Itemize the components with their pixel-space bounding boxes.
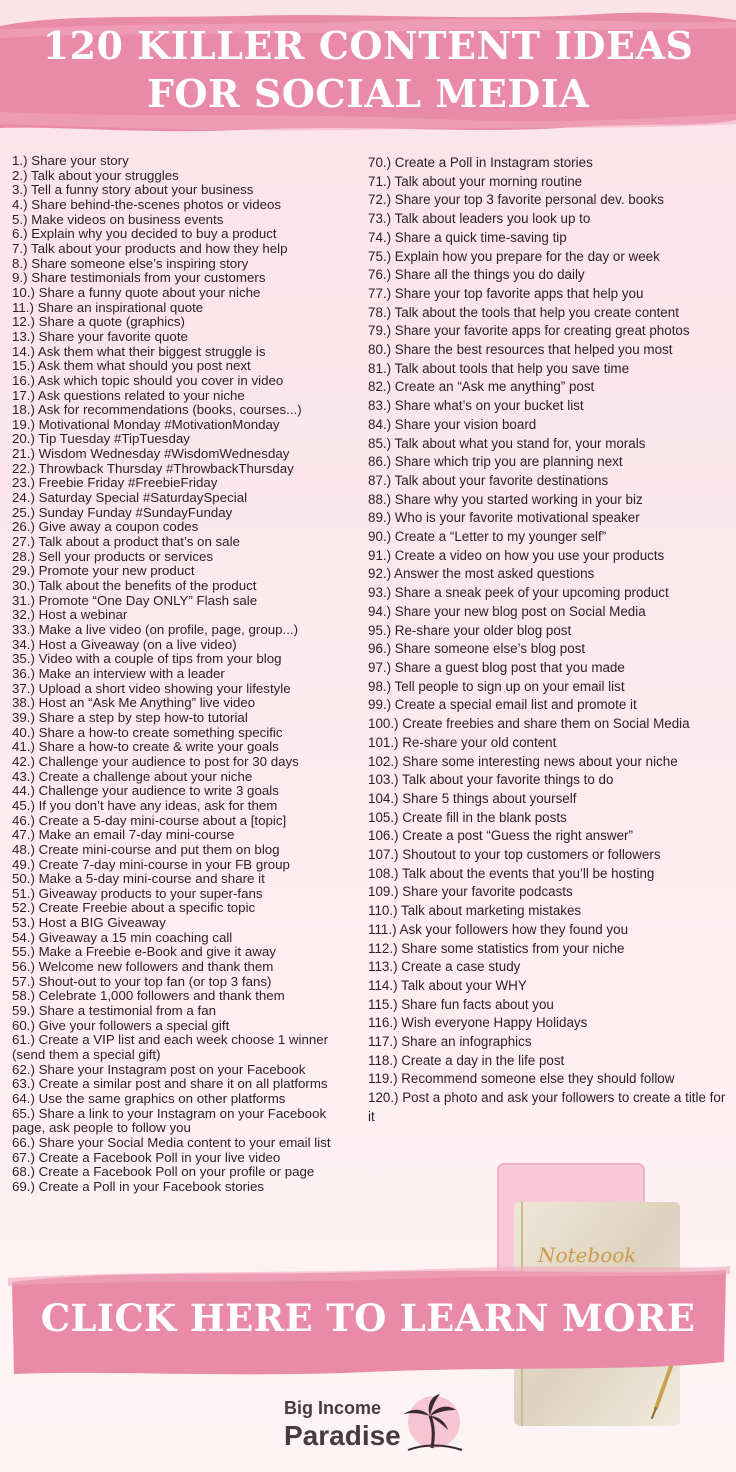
title-line-2: FOR SOCIAL MEDIA [146,71,590,116]
title-line-1: 120 KILLER CONTENT IDEAS [42,23,694,68]
ideas-list-left [12,154,362,1195]
idea-item: 63.) Create a similar post and share it on all platforms [12,1076,328,1092]
idea-item: 51.) Giveaway products to your super-fans [12,885,263,901]
idea-item: 86.) Share which trip you are planning next [368,454,623,470]
idea-item: 98.) Tell people to sign up on your email list [368,678,625,694]
idea-item: 105.) Create fill in the blank posts [368,809,567,825]
idea-item: 40.) Share a how-to create something specific [12,724,283,740]
idea-item: 93.) Share a sneak peek of your upcoming product [368,585,669,601]
idea-item: 112.) Share some statistics from your niche [368,940,625,956]
ideas-list-right [368,154,730,1127]
idea-item: 82.) Create an “Ask me anything” post [368,379,595,395]
idea-item: 10.) Share a funny quote about your niche [12,284,261,300]
idea-item: 24.) Saturday Special #SaturdaySpecial [12,490,248,506]
idea-item: 22.) Throwback Thursday #ThrowbackThursday [12,460,294,476]
idea-item: 38.) Host an “Ask Me Anything” live video [12,695,256,711]
idea-item: 48.) Create mini-course and put them on blog [12,841,280,857]
idea-item: 109.) Share your favorite podcasts [368,884,573,900]
idea-item: 71.) Talk about your morning routine [368,173,583,189]
idea-item: 75.) Explain how you prepare for the day or week [368,248,660,264]
idea-item: 13.) Share your favorite quote [12,328,188,344]
idea-item: 2.) Talk about your struggles [12,167,179,183]
idea-item: 18.) Ask for recommendations (books, courses...) [12,402,302,418]
idea-item: 100.) Create freebies and share them on Social Media [368,716,690,732]
idea-item: 31.) Promote “One Day ONLY” Flash sale [12,592,258,608]
idea-item: 96.) Share someone else’s blog post [368,641,586,657]
idea-item: 66.) Share your Social Media content to your email list [12,1134,331,1150]
idea-item: 55.) Make a Freebie e-Book and give it away [12,944,276,960]
idea-item: 114.) Talk about your WHY [368,977,527,993]
idea-item: 62.) Share your Instagram post on your Facebook [12,1061,306,1077]
idea-item: 113.) Create a case study [368,959,521,975]
idea-item: 95.) Re-share your older blog post [368,622,572,638]
idea-item: 37.) Upload a short video showing your lifestyle [12,680,291,696]
idea-item: 11.) Share an inspirational quote [12,299,204,315]
brand-name-line-1: Big Income [284,1398,382,1418]
idea-item: 33.) Make a live video (on profile, page, group...) [12,622,299,637]
idea-item: 65.) Share a link to your Instagram on your Facebook page, ask people to follow you [12,1105,327,1136]
idea-item: 34.) Host a Giveaway (on a live video) [12,636,237,652]
idea-item: 117.) Share an infographics [368,1034,532,1050]
idea-item: 4.) Share behind-the-scenes photos or videos [12,196,282,212]
idea-item: 8.) Share someone else’s inspiring story [12,255,249,271]
idea-item: 59.) Share a testimonial from a fan [12,1003,216,1019]
learn-more-button[interactable]: CLICK HERE TO LEARN MORE [40,1296,696,1340]
idea-item: 43.) Create a challenge about your niche [12,768,253,784]
idea-item: 35.) Video with a couple of tips from your blog [12,651,282,667]
idea-item: 5.) Make videos on business events [12,211,224,227]
idea-item: 102.) Share some interesting news about your niche [368,753,678,769]
idea-item: 81.) Talk about tools that help you save time [368,360,630,376]
idea-item: 36.) Make an interview with a leader [12,665,225,681]
idea-item: 101.) Re-share your old content [368,734,557,750]
idea-item: 32.) Host a webinar [12,607,128,623]
idea-item: 42.) Challenge your audience to post for 30 days [12,753,299,769]
idea-item: 17.) Ask questions related to your niche [12,387,245,403]
palm-tree-icon [394,1392,468,1458]
idea-item: 3.) Tell a funny story about your business [12,182,254,198]
idea-item: 49.) Create 7-day mini-course in your FB group [12,856,290,872]
idea-item: 119.) Recommend someone else they should follow [368,1071,675,1087]
idea-item: 58.) Celebrate 1,000 followers and thank them [12,988,285,1004]
idea-item: 84.) Share your vision board [368,416,537,432]
idea-item: 85.) Talk about what you stand for, your morals [368,435,646,451]
notebook-label: Notebook [538,1243,637,1267]
idea-item: 44.) Challenge your audience to write 3 goals [12,783,279,799]
idea-item: 64.) Use the same graphics on other platforms [12,1091,286,1106]
idea-item: 15.) Ask them what should you post next [12,358,251,374]
idea-item: 111.) Ask your followers how they found you [368,921,629,937]
idea-item: 21.) Wisdom Wednesday #WisdomWednesday [12,446,290,462]
idea-item: 78.) Talk about the tools that help you create content [368,304,679,320]
page-title [0,22,736,118]
idea-item: 104.) Share 5 things about yourself [368,790,577,806]
idea-item: 6.) Explain why you decided to buy a product [12,226,277,242]
idea-item: 60.) Give your followers a special gift [12,1017,230,1033]
idea-item: 115.) Share fun facts about you [368,996,554,1012]
idea-item: 56.) Welcome new followers and thank them [12,959,274,975]
idea-item: 46.) Create a 5-day mini-course about a [topic] [12,812,287,828]
idea-item: 57.) Shout-out to your top fan (or top 3 fans) [12,973,272,989]
idea-item: 28.) Sell your products or services [12,548,214,564]
idea-item: 99.) Create a special email list and promote it [368,697,637,713]
idea-item: 88.) Share why you started working in your biz [368,491,643,507]
idea-item: 73.) Talk about leaders you look up to [368,211,591,227]
idea-item: 87.) Talk about your favorite destinations [368,472,609,488]
idea-item: 89.) Who is your favorite motivational speaker [368,510,640,526]
idea-item: 26.) Give away a coupon codes [12,519,199,535]
idea-item: 67.) Create a Facebook Poll in your live video [12,1149,281,1165]
idea-item: 27.) Talk about a product that’s on sale [12,534,240,550]
brand-name-line-2: Paradise [284,1420,401,1451]
idea-item: 103.) Talk about your favorite things to do [368,772,614,788]
idea-item: 9.) Share testimonials from your customers [12,270,266,286]
idea-item: 61.) Create a VIP list and each week choose 1 winner (send them a special gift) [12,1032,329,1063]
idea-item: 108.) Talk about the events that you’ll be hosting [368,865,655,881]
idea-item: 120.) Post a photo and ask your followers to create a title for it [368,1090,726,1124]
idea-item: 116.) Wish everyone Happy Holidays [368,1015,588,1031]
idea-item: 7.) Talk about your products and how they help [12,240,288,256]
idea-item: 74.) Share a quick time-saving tip [368,229,567,245]
idea-item: 69.) Create a Poll in your Facebook stories [12,1178,265,1194]
idea-item: 45.) If you don’t have any ideas, ask for them [12,797,278,813]
idea-item: 110.) Talk about marketing mistakes [368,903,582,919]
idea-item: 29.) Promote your new product [12,563,195,579]
idea-item: 68.) Create a Facebook Poll on your profile or page [12,1164,315,1180]
idea-item: 12.) Share a quote (graphics) [12,314,185,330]
idea-item: 70.) Create a Poll in Instagram stories [368,155,593,170]
idea-item: 30.) Talk about the benefits of the product [12,578,257,594]
idea-item: 23.) Freebie Friday #FreebieFriday [12,475,218,491]
idea-item: 41.) Share a how-to create & write your goals [12,739,279,755]
idea-item: 80.) Share the best resources that helped you most [368,342,673,358]
idea-item: 25.) Sunday Funday #SundayFunday [12,504,233,520]
idea-item: 54.) Giveaway a 15 min coaching call [12,929,233,945]
idea-item: 53.) Host a BIG Giveaway [12,915,166,931]
idea-item: 20.) Tip Tuesday #TipTuesday [12,431,190,447]
idea-item: 107.) Shoutout to your top customers or followers [368,847,661,863]
idea-item: 90.) Create a “Letter to my younger self” [368,529,607,545]
idea-item: 79.) Share your favorite apps for creating great photos [368,323,690,339]
idea-item: 19.) Motivational Monday #MotivationMonday [12,416,280,432]
idea-item: 50.) Make a 5-day mini-course and share it [12,871,265,887]
brand-logo [282,1392,482,1462]
idea-item: 76.) Share all the things you do daily [368,267,585,283]
idea-item: 1.) Share your story [12,153,129,168]
idea-item: 106.) Create a post “Guess the right answer” [368,828,633,844]
idea-item: 14.) Ask them what their biggest struggle is [12,343,266,359]
idea-item: 91.) Create a video on how you use your products [368,547,665,563]
idea-item: 92.) Answer the most asked questions [368,566,595,582]
idea-item: 72.) Share your top 3 favorite personal dev. books [368,192,665,208]
idea-item: 16.) Ask which topic should you cover in video [12,372,284,388]
idea-item: 52.) Create Freebie about a specific topic [12,900,256,916]
idea-item: 47.) Make an email 7-day mini-course [12,827,235,843]
idea-item: 97.) Share a guest blog post that you made [368,659,625,675]
idea-item: 77.) Share your top favorite apps that help you [368,285,644,301]
idea-item: 118.) Create a day in the life post [368,1052,565,1068]
idea-item: 39.) Share a step by step how-to tutorial [12,709,248,725]
idea-item: 83.) Share what’s on your bucket list [368,398,584,414]
idea-item: 94.) Share your new blog post on Social Media [368,603,646,619]
